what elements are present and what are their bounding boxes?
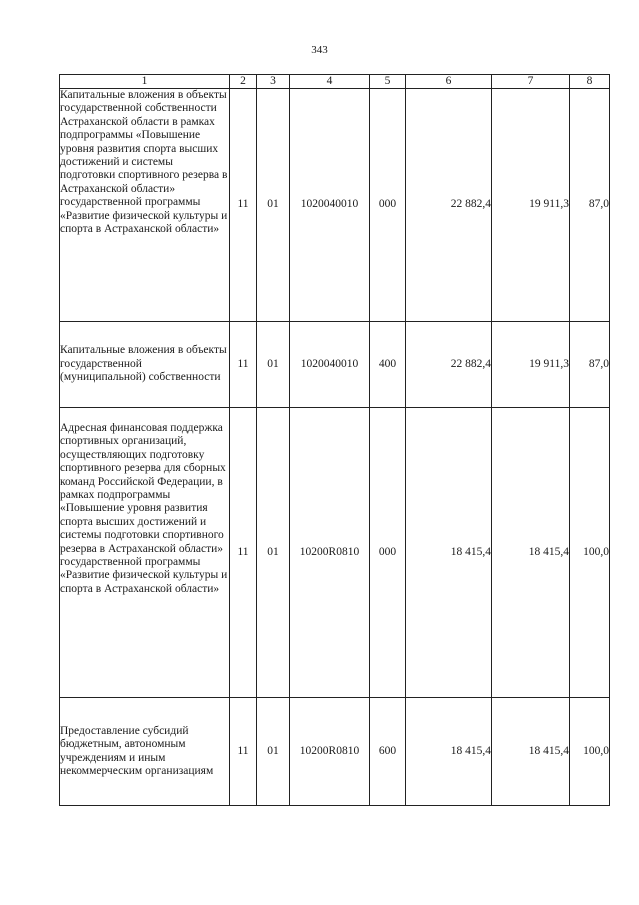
row-value-6: 18 415,4 [406,408,492,698]
header-cell-3: 3 [257,75,290,89]
row-percent: 87,0 [570,322,610,408]
row-percent: 100,0 [570,698,610,806]
header-cell-5: 5 [370,75,406,89]
row-value-7: 19 911,3 [492,89,570,322]
row-description: Капитальные вложения в объекты государственной (муниципальной) собственности [60,322,230,408]
row-description: Предоставление субсидий бюджетным, автономным учреждениям и иным некоммерческим организациям [60,698,230,806]
header-cell-2: 2 [230,75,257,89]
budget-table [59,74,610,806]
table-row [60,89,610,322]
header-cell-8: 8 [570,75,610,89]
row-value-6: 22 882,4 [406,322,492,408]
row-subsection: 01 [257,89,290,322]
header-cell-1: 1 [60,75,230,89]
row-value-7: 19 911,3 [492,322,570,408]
row-value-6: 22 882,4 [406,89,492,322]
row-subsection: 01 [257,408,290,698]
row-percent: 87,0 [570,89,610,322]
row-section: 11 [230,698,257,806]
row-subsection: 01 [257,698,290,806]
row-description: Адресная финансовая поддержка спортивных организаций, осуществляющих подготовку спортивного резерва для сборных команд Российской Федерации, в рамках подпрограммы «Повышение уровня развития спорта высших достижений и системы подготовки спортивного резерва в Астраханской области» государственной программы «Развитие физической культуры и спорта в Астраханской области» [60,408,230,698]
row-section: 11 [230,89,257,322]
row-expense-type: 000 [370,408,406,698]
table-row [60,408,610,698]
row-expense-type: 400 [370,322,406,408]
table-header-row [60,75,610,89]
row-target-article: 1020040010 [290,89,370,322]
row-expense-type: 000 [370,89,406,322]
row-expense-type: 600 [370,698,406,806]
row-target-article: 10200R0810 [290,698,370,806]
row-section: 11 [230,322,257,408]
row-section: 11 [230,408,257,698]
header-cell-4: 4 [290,75,370,89]
table-row [60,322,610,408]
header-cell-7: 7 [492,75,570,89]
row-value-7: 18 415,4 [492,408,570,698]
row-target-article: 1020040010 [290,322,370,408]
row-subsection: 01 [257,322,290,408]
table-row [60,698,610,806]
row-description: Капитальные вложения в объекты государственной собственности Астраханской области в рамках подпрограммы «Повышение уровня развития спорта высших достижений и системы подготовки спортивного резерва в Астраханской области» государственной программы «Развитие физической культуры и спорта в Астраханской области» [60,89,230,322]
row-percent: 100,0 [570,408,610,698]
row-value-7: 18 415,4 [492,698,570,806]
page-number: 343 [311,44,328,56]
header-cell-6: 6 [406,75,492,89]
row-target-article: 10200R0810 [290,408,370,698]
row-value-6: 18 415,4 [406,698,492,806]
